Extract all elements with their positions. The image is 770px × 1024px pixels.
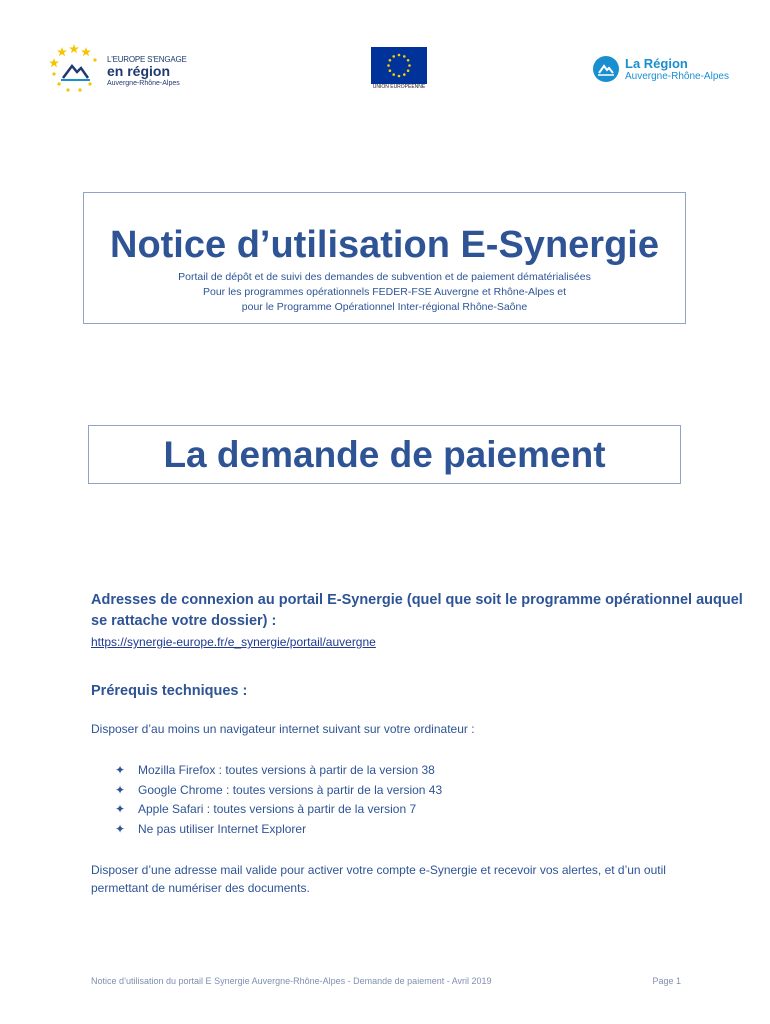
- plus-bullet-icon: ✦: [115, 821, 126, 836]
- prerequis-heading: Prérequis techniques :: [91, 683, 248, 699]
- subtitle-line: Portail de dépôt et de suivi des demandes de subvention et de paiement dématérialisées: [178, 271, 591, 283]
- plus-bullet-icon: ✦: [115, 782, 126, 797]
- region-logo: [593, 54, 733, 84]
- browser-list: [115, 761, 751, 839]
- list-item-text: Mozilla Firefox : toutes versions à partir de la version 38: [138, 763, 435, 777]
- list-item: [115, 800, 751, 820]
- document-body: [91, 590, 751, 897]
- subtitle-line: Pour les programmes opérationnels FEDER-FSE Auvergne et Rhône-Alpes et: [202, 286, 566, 298]
- list-item-text: Apple Safari : toutes versions à partir de la version 7: [138, 802, 417, 816]
- footer-text: Notice d’utilisation du portail E Synergie Auvergne-Rhône-Alpes - Demande de paiement - Avril 2019: [91, 976, 492, 986]
- region-logo-title: La Région: [625, 56, 688, 71]
- list-item: [115, 761, 751, 781]
- list-item-text: Ne pas utiliser Internet Explorer: [138, 821, 307, 836]
- connexion-heading: Adresses de connexion au portail E-Synergie (quel que soit le programme opérationnel auquel se rattache votre dossier) :: [91, 592, 743, 629]
- mountain-icon: [593, 56, 619, 82]
- section-title-box: [88, 425, 681, 484]
- mail-requirement-text: Disposer d’une adresse mail valide pour activer votre compte e-Synergie et recevoir vos alertes, et d’un outil permettant de numériser des documents.: [91, 863, 666, 895]
- plus-bullet-icon: ✦: [115, 802, 126, 816]
- eu-flag: [371, 47, 427, 84]
- logo-line-auvergne: Auvergne-Rhône-Alpes: [107, 80, 180, 87]
- list-item: [115, 781, 751, 801]
- eu-caption: UNION EUROPÉENNE: [372, 84, 426, 90]
- subtitle-line: pour le Programme Opérationnel Inter-régional Rhône-Saône: [241, 301, 528, 313]
- page-number: Page 1: [652, 976, 681, 986]
- section-title: La demande de paiement: [163, 434, 606, 475]
- list-item-text: Google Chrome : toutes versions à partir de la version 43: [138, 782, 443, 797]
- eu-flag-logo: [371, 47, 427, 91]
- europe-en-region-logo: [50, 44, 185, 94]
- logo-line-en-region: en région: [107, 63, 171, 79]
- list-item: [115, 820, 751, 840]
- eu-stars-icon: [371, 47, 427, 84]
- portal-link[interactable]: https://synergie-europe.fr/e_synergie/portail/auvergne: [91, 635, 376, 649]
- prerequis-intro: Disposer d’au moins un navigateur internet suivant sur votre ordinateur :: [91, 722, 475, 736]
- star-circle-icon: [50, 44, 106, 94]
- region-logo-subtitle: Auvergne-Rhône-Alpes: [625, 71, 729, 82]
- title-box: [83, 192, 686, 324]
- plus-bullet-icon: ✦: [115, 763, 126, 777]
- document-title: Notice d’utilisation E-Synergie: [110, 224, 659, 266]
- logo-line-europe: L'EUROPE S'ENGAGE: [107, 55, 187, 64]
